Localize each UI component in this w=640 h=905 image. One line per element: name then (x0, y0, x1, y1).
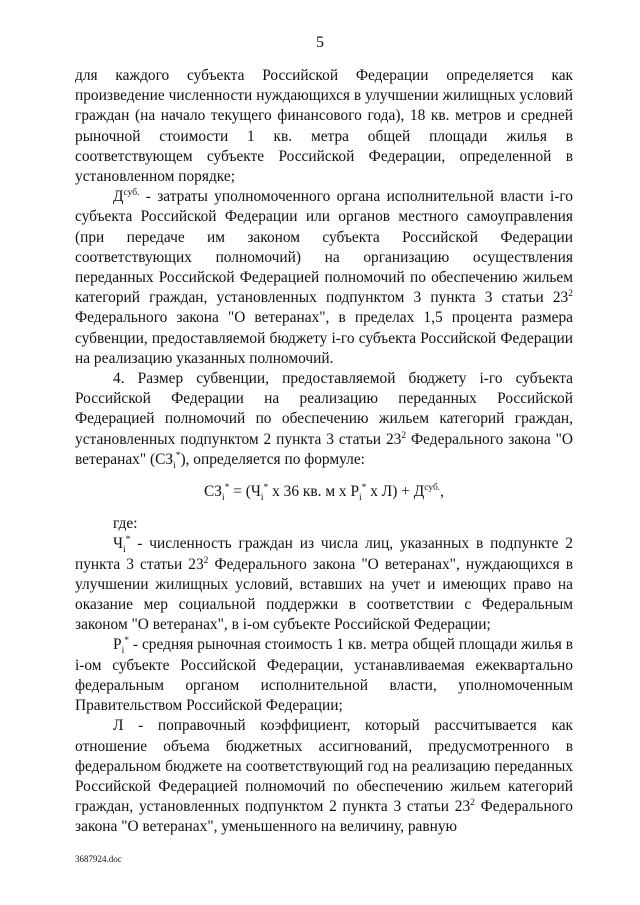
superscript: * (263, 482, 269, 493)
subscript: i (359, 493, 362, 504)
superscript: 2 (203, 555, 209, 566)
paragraph-p1 (75, 66, 573, 187)
text-run: Федерального закона "О ветеранах", уменьшенного на величину, равную (75, 798, 573, 836)
text-run: СЗ (203, 483, 222, 501)
paragraph-p3 (75, 369, 573, 470)
superscript: * (175, 450, 181, 461)
text-run: ), определяется по формуле: (180, 450, 365, 468)
superscript: суб. (123, 188, 140, 199)
paragraph-p6 (75, 635, 573, 716)
paragraph-p4 (75, 514, 573, 534)
superscript: * (224, 482, 230, 493)
document-body (75, 66, 573, 838)
superscript: 2 (568, 289, 573, 300)
superscript: * (361, 482, 367, 493)
text-run: Л - поправочный коэффициент, который рассчитывается как отношение объема бюджетных ассигнований, предусмотренного в федеральном бюджете на соответствующий год на реализацию переданных Российской Федерацией полномочий по обеспечению жильем категорий граждан, установленных подпунктом 2 пункта 3 статьи 23 (75, 717, 573, 816)
subscript: i (221, 493, 225, 504)
paragraph-p7 (75, 716, 573, 837)
superscript: 2 (470, 797, 475, 808)
text-run: Федерального закона "О ветеранах", нуждающихся в улучшении жилищных условий, вставших на учет и имеющих право на оказание мер социальной поддержки в соответствии с Федеральным законом "О ветеранах", в i-ом субъекте Российской Федерации; (75, 555, 573, 634)
superscript: * (125, 535, 131, 546)
text-run: 4. Размер субвенции, предоставляемой бюджету i-го субъекта Российской Федерации на реализацию переданных Российской Федерацией полномочий по обеспечению жильем категорий граждан, установленных подпунктом 2 пункта 3 статьи 23 (75, 370, 573, 448)
subscript: i (121, 646, 125, 657)
text-run: х 36 кв. м х Р (268, 483, 360, 501)
text-run: - численность граждан из числа лиц, указанных в подпункте 2 пункта 3 статьи 23 (75, 535, 573, 573)
text-run: Ч (113, 535, 124, 553)
text-run: Федерального закона "О ветеранах", в пределах 1,5 процента размера субвенции, предоставляемой бюджету i-го субъекта Российской Федерации на реализацию указанных полномочий. (75, 309, 573, 367)
text-run: - средняя рыночная стоимость 1 кв. метра общей площади жилья в i-ом субъекте Российской Федерации, устанавливаемая ежеквартально федеральным органом исполнительной власти, уполномоченным Правительством Российской Федерации; (75, 636, 573, 715)
text-run: Федерального закона "О ветеранах" (СЗ (75, 430, 573, 468)
paragraph-p2 (75, 187, 573, 369)
document-footer-filename: 3687924.doc (75, 854, 122, 864)
text-run: Д (113, 188, 124, 206)
text-run: х Л) + Д (366, 483, 425, 501)
paragraph-p5 (75, 534, 573, 635)
superscript: 2 (401, 430, 407, 441)
superscript: * (124, 636, 129, 647)
superscript: суб. (424, 482, 441, 493)
subscript: i (123, 545, 126, 556)
page-number: 5 (316, 34, 324, 51)
text-run: где: (113, 515, 138, 533)
text-run: Р (113, 636, 122, 654)
formula (75, 482, 573, 502)
subscript: i (260, 493, 264, 504)
text-run: = (Ч (229, 483, 261, 501)
subscript: i (173, 460, 176, 471)
text-run: , (440, 483, 445, 501)
text-run: - затраты уполномоченного органа исполнительной власти i-го субъекта Российской Федерации или органов местного самоуправления (при передаче им законом субъекта Российской Федерации соответствующих полномочий) на организацию осуществления переданных Российской Федерацией полномочий по обеспечению жильем категорий граждан, установленных подпунктом 3 пункта 3 статьи 23 (75, 188, 573, 307)
text-run: для каждого субъекта Российской Федерации определяется как произведение численности нуждающихся в улучшении жилищных условий граждан (на начало текущего финансового года), 18 кв. метров и средней рыночной стоимости 1 кв. метра общей площади жилья в соответствующем субъекте Российской Федерации, определенной в установленном порядке; (75, 67, 573, 186)
